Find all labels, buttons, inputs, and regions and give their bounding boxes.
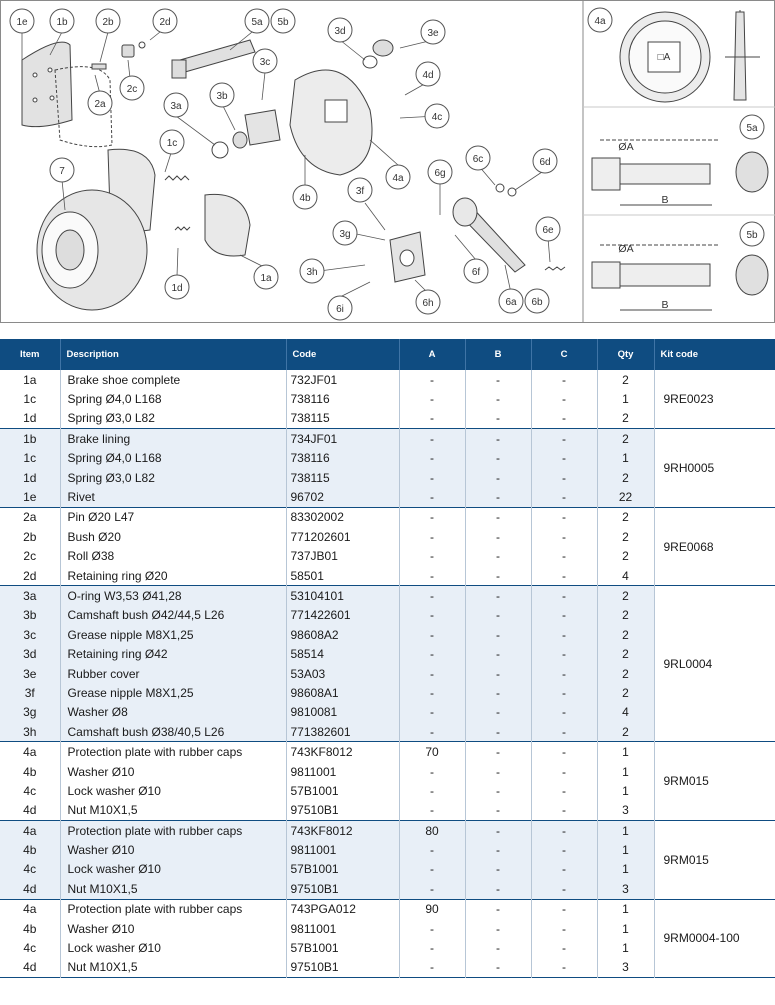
cell-code: 97510B1	[286, 958, 399, 978]
callout-label: 2c	[126, 84, 138, 95]
cell-item: 4d	[0, 879, 60, 899]
cell-a: 90	[399, 899, 465, 919]
cell-b: -	[465, 370, 531, 389]
header-a: A	[399, 339, 465, 370]
cell-description: Camshaft bush Ø38/40,5 L26	[60, 722, 286, 742]
cell-code: 9811001	[286, 840, 399, 859]
rubber-cover-part	[373, 40, 393, 56]
cell-c: -	[531, 468, 597, 487]
callout-label: 4d	[422, 70, 434, 81]
cell-c: -	[531, 899, 597, 919]
header-description: Description	[60, 339, 286, 370]
cell-code: 9811001	[286, 919, 399, 938]
inset-callout-label: 5b	[746, 230, 758, 241]
header-item: Item	[0, 339, 60, 370]
cell-c: -	[531, 762, 597, 781]
header-qty: Qty	[597, 339, 654, 370]
cell-c: -	[531, 370, 597, 389]
cell-code: 743PGA012	[286, 899, 399, 919]
cell-b: -	[465, 899, 531, 919]
callout-label: 1d	[171, 283, 183, 294]
cell-qty: 2	[597, 527, 654, 546]
cell-b: -	[465, 781, 531, 800]
cell-a: -	[399, 586, 465, 606]
cell-qty: 2	[597, 722, 654, 742]
cell-code: 53104101	[286, 586, 399, 606]
cell-code: 743KF8012	[286, 820, 399, 840]
cell-c: -	[531, 566, 597, 586]
cell-a: -	[399, 487, 465, 507]
callout-label: 6h	[422, 298, 434, 309]
cell-code: 96702	[286, 487, 399, 507]
cell-a: -	[399, 860, 465, 879]
cell-description: Pin Ø20 L47	[60, 507, 286, 527]
cell-c: -	[531, 683, 597, 702]
cell-kit-code: 9RM0004-100	[654, 899, 775, 978]
cell-c: -	[531, 938, 597, 957]
cell-qty: 2	[597, 507, 654, 527]
callout-label: 3f	[355, 186, 365, 197]
table-row	[0, 742, 775, 762]
header-kit-code: Kit code	[654, 339, 775, 370]
header-b: B	[465, 339, 531, 370]
callout-label: 5a	[251, 17, 263, 28]
cell-b: -	[465, 664, 531, 683]
callout-label: 3h	[306, 267, 318, 278]
cell-c: -	[531, 625, 597, 644]
cell-c: -	[531, 449, 597, 468]
cell-item: 2b	[0, 527, 60, 546]
callout-label: 1a	[260, 273, 272, 284]
cell-a: -	[399, 703, 465, 722]
cell-b: -	[465, 606, 531, 625]
cell-code: 97510B1	[286, 879, 399, 899]
cell-qty: 1	[597, 389, 654, 408]
cell-item: 1e	[0, 487, 60, 507]
cell-item: 4a	[0, 742, 60, 762]
cell-item: 1a	[0, 370, 60, 389]
kit-group	[0, 586, 775, 742]
cell-qty: 2	[597, 625, 654, 644]
callout-label: 6d	[539, 157, 551, 168]
cell-description: Washer Ø10	[60, 919, 286, 938]
callout-label: 1e	[16, 17, 28, 28]
cell-qty: 4	[597, 566, 654, 586]
cell-description: Washer Ø10	[60, 840, 286, 859]
table-row	[0, 370, 775, 389]
cell-item: 2a	[0, 507, 60, 527]
cell-qty: 1	[597, 742, 654, 762]
cell-b: -	[465, 527, 531, 546]
table-row	[0, 899, 775, 919]
cell-c: -	[531, 840, 597, 859]
cell-a: -	[399, 664, 465, 683]
cell-code: 738115	[286, 468, 399, 487]
cell-code: 743KF8012	[286, 742, 399, 762]
dimension-label: ØA	[618, 243, 634, 255]
cell-description: Brake shoe complete	[60, 370, 286, 389]
cell-qty: 1	[597, 860, 654, 879]
callout-label: 6a	[505, 297, 517, 308]
cell-item: 4b	[0, 762, 60, 781]
pin-part	[92, 64, 106, 69]
cell-description: Spring Ø4,0 L168	[60, 449, 286, 468]
cell-code: 771202601	[286, 527, 399, 546]
callout-label: 1c	[166, 138, 178, 149]
cell-a: -	[399, 468, 465, 487]
cell-item: 3h	[0, 722, 60, 742]
callout-label: 3b	[216, 91, 228, 102]
cell-item: 3a	[0, 586, 60, 606]
cell-a: -	[399, 606, 465, 625]
cell-description: O-ring W3,53 Ø41,28	[60, 586, 286, 606]
cell-a: -	[399, 938, 465, 957]
cell-kit-code: 9RM015	[654, 742, 775, 821]
cell-b: -	[465, 468, 531, 487]
cell-b: -	[465, 625, 531, 644]
cell-code: 738116	[286, 449, 399, 468]
cell-item: 4a	[0, 820, 60, 840]
cell-b: -	[465, 860, 531, 879]
cell-b: -	[465, 938, 531, 957]
kit-group	[0, 429, 775, 508]
cell-item: 4c	[0, 938, 60, 957]
cell-a: -	[399, 683, 465, 702]
cell-b: -	[465, 801, 531, 821]
cell-qty: 2	[597, 683, 654, 702]
cell-code: 732JF01	[286, 370, 399, 389]
cell-code: 738115	[286, 409, 399, 429]
cell-qty: 2	[597, 664, 654, 683]
cell-item: 4b	[0, 840, 60, 859]
cell-a: -	[399, 507, 465, 527]
cell-c: -	[531, 409, 597, 429]
callout-label: 1b	[56, 17, 68, 28]
callout-label: 3g	[339, 229, 351, 240]
cell-c: -	[531, 527, 597, 546]
cell-a: -	[399, 566, 465, 586]
cell-a: -	[399, 389, 465, 408]
callout-label: 2a	[94, 99, 106, 110]
cell-description: Protection plate with rubber caps	[60, 820, 286, 840]
callout-label: 4c	[431, 112, 443, 123]
cell-item: 3c	[0, 625, 60, 644]
cell-item: 4a	[0, 899, 60, 919]
cell-description: Grease nipple M8X1,25	[60, 625, 286, 644]
cell-a: -	[399, 429, 465, 449]
cell-code: 734JF01	[286, 429, 399, 449]
cell-qty: 1	[597, 840, 654, 859]
cell-b: -	[465, 566, 531, 586]
cell-qty: 2	[597, 547, 654, 566]
table-row	[0, 429, 775, 449]
cell-a: -	[399, 409, 465, 429]
cell-description: Washer Ø8	[60, 703, 286, 722]
dimension-label: B	[661, 194, 669, 206]
kit-group	[0, 507, 775, 586]
cell-c: -	[531, 703, 597, 722]
cell-qty: 2	[597, 644, 654, 663]
parts-table	[0, 339, 775, 978]
callout-label: 3c	[259, 57, 271, 68]
bracket-part	[245, 110, 280, 145]
cell-qty: 1	[597, 781, 654, 800]
cell-b: -	[465, 742, 531, 762]
exploded-parts-diagram	[0, 0, 775, 323]
cell-item: 1d	[0, 409, 60, 429]
cell-qty: 3	[597, 958, 654, 978]
cell-description: Nut M10X1,5	[60, 958, 286, 978]
callout-label: 3e	[427, 28, 439, 39]
cell-qty: 2	[597, 468, 654, 487]
kit-group	[0, 370, 775, 429]
cell-item: 2c	[0, 547, 60, 566]
cell-b: -	[465, 683, 531, 702]
callout-label: 2d	[159, 17, 171, 28]
cell-description: Lock washer Ø10	[60, 938, 286, 957]
cell-qty: 2	[597, 586, 654, 606]
cell-item: 1c	[0, 449, 60, 468]
cell-c: -	[531, 389, 597, 408]
inset-protection-plate	[620, 10, 760, 102]
cell-description: Lock washer Ø10	[60, 860, 286, 879]
cell-c: -	[531, 958, 597, 978]
table-row	[0, 820, 775, 840]
cell-code: 98608A2	[286, 625, 399, 644]
cell-description: Nut M10X1,5	[60, 801, 286, 821]
camshaft-bush-part	[233, 132, 247, 148]
callout-label: 4a	[392, 173, 404, 184]
brake-lining-part	[22, 42, 72, 127]
cell-c: -	[531, 742, 597, 762]
cell-qty: 1	[597, 820, 654, 840]
cell-b: -	[465, 703, 531, 722]
cell-kit-code: 9RH0005	[654, 429, 775, 508]
cell-item: 3f	[0, 683, 60, 702]
callout-label: 6c	[472, 154, 484, 165]
cell-description: Retaining ring Ø42	[60, 644, 286, 663]
cell-a: -	[399, 781, 465, 800]
cell-a: -	[399, 801, 465, 821]
cell-description: Protection plate with rubber caps	[60, 899, 286, 919]
cell-b: -	[465, 389, 531, 408]
table-row	[0, 507, 775, 527]
cell-qty: 2	[597, 409, 654, 429]
cell-kit-code: 9RL0004	[654, 586, 775, 742]
cell-b: -	[465, 429, 531, 449]
dimension-label: B	[661, 299, 669, 311]
cell-c: -	[531, 586, 597, 606]
cell-b: -	[465, 958, 531, 978]
kit-group	[0, 899, 775, 978]
cell-a: -	[399, 840, 465, 859]
cell-description: Washer Ø10	[60, 762, 286, 781]
cell-code: 9811001	[286, 762, 399, 781]
cell-c: -	[531, 801, 597, 821]
cell-item: 4b	[0, 919, 60, 938]
callout-label: 6f	[471, 267, 481, 278]
cell-a: 70	[399, 742, 465, 762]
cell-qty: 4	[597, 703, 654, 722]
table-row	[0, 586, 775, 606]
cell-description: Rubber cover	[60, 664, 286, 683]
cell-qty: 3	[597, 801, 654, 821]
cell-description: Camshaft bush Ø42/44,5 L26	[60, 606, 286, 625]
cell-b: -	[465, 722, 531, 742]
cell-description: Spring Ø4,0 L168	[60, 389, 286, 408]
cell-code: 98608A1	[286, 683, 399, 702]
cell-c: -	[531, 820, 597, 840]
cell-kit-code: 9RE0068	[654, 507, 775, 586]
cell-b: -	[465, 487, 531, 507]
cell-c: -	[531, 644, 597, 663]
cell-c: -	[531, 879, 597, 899]
cell-code: 57B1001	[286, 781, 399, 800]
cell-description: Roll Ø38	[60, 547, 286, 566]
cell-a: -	[399, 547, 465, 566]
cell-item: 1d	[0, 468, 60, 487]
cell-b: -	[465, 507, 531, 527]
cell-code: 737JB01	[286, 547, 399, 566]
cell-qty: 1	[597, 919, 654, 938]
cell-item: 4d	[0, 958, 60, 978]
dimension-label: □A	[657, 52, 671, 63]
cell-b: -	[465, 919, 531, 938]
header-code: Code	[286, 339, 399, 370]
cell-qty: 22	[597, 487, 654, 507]
table-header-row	[0, 339, 775, 370]
cell-b: -	[465, 879, 531, 899]
diagram-drawing	[0, 0, 775, 323]
cell-a: -	[399, 449, 465, 468]
callout-label: 3d	[334, 26, 346, 37]
cell-b: -	[465, 840, 531, 859]
cell-code: 771382601	[286, 722, 399, 742]
dimension-label: ØA	[618, 141, 634, 153]
callout-label: 5b	[277, 17, 289, 28]
cell-code: 58514	[286, 644, 399, 663]
cell-c: -	[531, 487, 597, 507]
cell-c: -	[531, 860, 597, 879]
cell-description: Spring Ø3,0 L82	[60, 409, 286, 429]
cell-description: Protection plate with rubber caps	[60, 742, 286, 762]
bush-part	[122, 45, 134, 57]
callout-label: 7	[59, 166, 65, 177]
cell-description: Retaining ring Ø20	[60, 566, 286, 586]
cell-description: Nut M10X1,5	[60, 879, 286, 899]
cell-code: 9810081	[286, 703, 399, 722]
cell-code: 57B1001	[286, 938, 399, 957]
cell-a: -	[399, 625, 465, 644]
cell-item: 1b	[0, 429, 60, 449]
cell-code: 738116	[286, 389, 399, 408]
cell-description: Bush Ø20	[60, 527, 286, 546]
cell-item: 1c	[0, 389, 60, 408]
cell-qty: 3	[597, 879, 654, 899]
cell-a: -	[399, 958, 465, 978]
callout-label: 6i	[336, 304, 344, 315]
kit-group	[0, 742, 775, 821]
cell-a: -	[399, 879, 465, 899]
cell-item: 3g	[0, 703, 60, 722]
cell-code: 57B1001	[286, 860, 399, 879]
cell-b: -	[465, 409, 531, 429]
cell-b: -	[465, 586, 531, 606]
cell-item: 2d	[0, 566, 60, 586]
cell-item: 3e	[0, 664, 60, 683]
cell-b: -	[465, 547, 531, 566]
cell-description: Lock washer Ø10	[60, 781, 286, 800]
inset-callout-label: 4a	[594, 16, 606, 27]
cell-item: 4c	[0, 860, 60, 879]
cell-item: 3d	[0, 644, 60, 663]
cell-qty: 2	[597, 370, 654, 389]
cell-qty: 1	[597, 899, 654, 919]
cell-c: -	[531, 606, 597, 625]
cell-qty: 1	[597, 449, 654, 468]
header-c: C	[531, 339, 597, 370]
kit-group	[0, 820, 775, 899]
cell-code: 58501	[286, 566, 399, 586]
cell-c: -	[531, 919, 597, 938]
cell-code: 53A03	[286, 664, 399, 683]
cell-qty: 2	[597, 429, 654, 449]
cell-b: -	[465, 644, 531, 663]
callout-label: 6b	[531, 297, 543, 308]
callout-label: 2b	[102, 17, 114, 28]
cell-b: -	[465, 449, 531, 468]
cell-c: -	[531, 664, 597, 683]
cell-code: 771422601	[286, 606, 399, 625]
cell-item: 3b	[0, 606, 60, 625]
cell-description: Grease nipple M8X1,25	[60, 683, 286, 702]
cell-c: -	[531, 781, 597, 800]
cell-qty: 2	[597, 606, 654, 625]
cell-a: -	[399, 527, 465, 546]
cell-kit-code: 9RM015	[654, 820, 775, 899]
cell-kit-code: 9RE0023	[654, 370, 775, 429]
callout-label: 3a	[170, 101, 182, 112]
cell-c: -	[531, 547, 597, 566]
cell-b: -	[465, 762, 531, 781]
cell-c: -	[531, 429, 597, 449]
callout-label: 6g	[434, 168, 446, 179]
cell-c: -	[531, 507, 597, 527]
cell-qty: 1	[597, 938, 654, 957]
cell-a: -	[399, 722, 465, 742]
cell-a: -	[399, 644, 465, 663]
cell-description: Rivet	[60, 487, 286, 507]
cell-a: -	[399, 762, 465, 781]
cell-a: -	[399, 919, 465, 938]
cell-item: 4d	[0, 801, 60, 821]
callout-label: 6e	[542, 225, 554, 236]
cell-item: 4c	[0, 781, 60, 800]
cell-description: Spring Ø3,0 L82	[60, 468, 286, 487]
cell-b: -	[465, 820, 531, 840]
cell-c: -	[531, 722, 597, 742]
cell-a: -	[399, 370, 465, 389]
cell-description: Brake lining	[60, 429, 286, 449]
cell-code: 97510B1	[286, 801, 399, 821]
cell-code: 83302002	[286, 507, 399, 527]
cell-a: 80	[399, 820, 465, 840]
inset-callout-label: 5a	[746, 123, 758, 134]
cell-qty: 1	[597, 762, 654, 781]
callout-label: 4b	[299, 193, 311, 204]
